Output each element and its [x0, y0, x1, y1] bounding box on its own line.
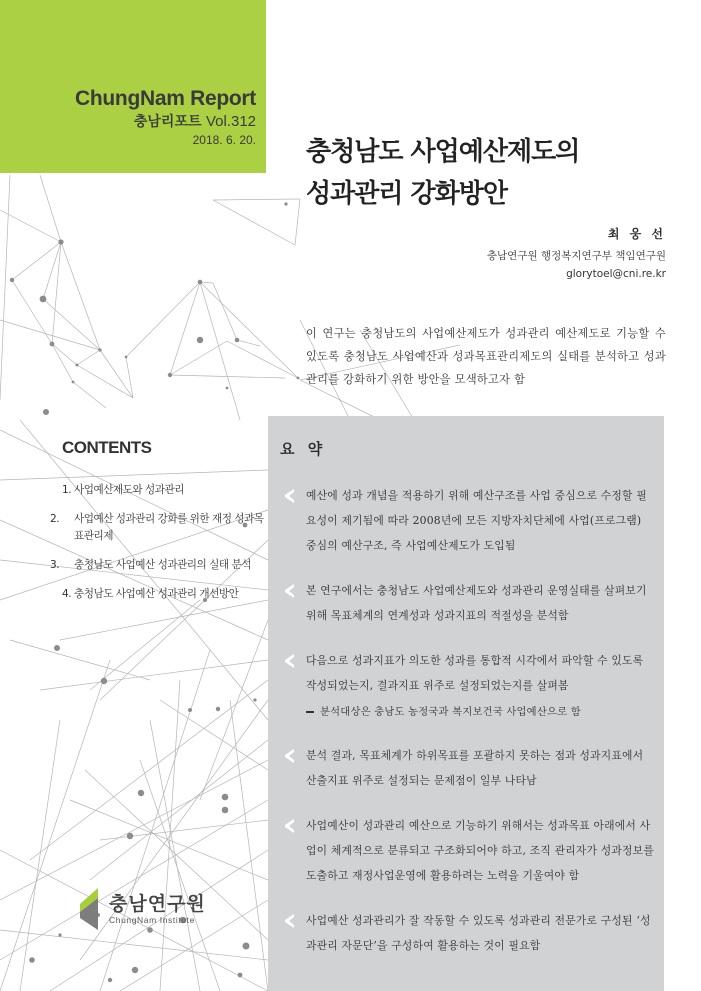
contents-item[interactable] — [62, 482, 267, 499]
contents-item-label: 사업예산 성과관리 강화를 위한 재정 성과목표관리제 — [74, 513, 264, 542]
contents-item-number: 1. — [62, 484, 72, 496]
chevron-left-bullet-icon — [285, 914, 295, 928]
summary-item-text: 사업예산 성과관리가 잘 작동할 수 있도록 성과관리 전문가로 구성된 ‘성과관리 자문단’을 구성하여 활용하는 것이 필요함 — [306, 914, 651, 952]
contents-panel — [50, 438, 267, 615]
chevron-left-bullet-icon — [285, 749, 295, 763]
author-email[interactable]: glorytoel@cni.re.kr — [566, 268, 666, 280]
summary-item-text: 본 연구에서는 충청남도 사업예산제도와 성과관리 운영실태를 살펴보기 위해 목표체계의 연계성과 성과지표의 적절성을 분석함 — [306, 584, 647, 622]
author-affiliation: 충남연구원 행정복지연구부 책임연구원 — [486, 250, 666, 262]
summary-item — [282, 908, 654, 958]
volume-number: Vol.312 — [205, 113, 256, 130]
summary-item-text: 분석 결과, 목표체계가 하위목표를 포괄하지 못하는 점과 성과지표에서 산출지표 위주로 설정되는 문제점이 일부 나타남 — [306, 749, 644, 787]
summary-item — [282, 578, 654, 628]
brand-title: ChungNam Report — [75, 87, 256, 110]
chevron-logo-icon — [78, 886, 104, 932]
intro-paragraph: 이 연구는 충청남도의 사업예산제도가 성과관리 예산제도로 기능할 수 있도록 충청남도 사업예산과 성과목표관리제도의 실태를 분석하고 성과관리를 강화하기 위한 방안을 모색하고자 함 — [306, 327, 666, 386]
author-name: 최 웅 선 — [607, 227, 666, 241]
summary-item — [282, 813, 654, 888]
summary-sub-item-text: 분석대상은 충남도 농정국과 복지보건국 사업예산으로 함 — [320, 706, 581, 718]
summary-item-text: 사업예산이 성과관리 예산으로 기능하기 위해서는 성과목표 아래에서 사업이 체계적으로 분류되고 구조화되어야 하고, 조직 관리자가 성과정보를 도출하고 재정사업운영에 활용하려는 노력을 기울여야 함 — [306, 819, 654, 882]
summary-item-text: 다음으로 성과지표가 의도한 성과를 통합적 시각에서 파악할 수 있도록 작성되었는지, 결과지표 위주로 설정되었는지를 살펴봄 — [306, 654, 644, 692]
summary-title: 요 약 — [280, 440, 327, 458]
summary-item — [282, 743, 654, 793]
contents-item-number: 3. — [50, 559, 60, 571]
chevron-left-bullet-icon — [285, 489, 295, 503]
contents-item-number: 2. — [50, 513, 60, 525]
contents-item-label: 충청남도 사업예산 성과관리의 실태 분석 — [74, 559, 251, 571]
report-title — [306, 131, 579, 215]
contents-item[interactable] — [62, 586, 267, 603]
summary-item-text: 예산에 성과 개념을 적용하기 위해 예산구조를 사업 중심으로 수정할 필요성이 제기됨에 따라 2008년에 모든 지방자치단체에 사업(프로그램) 중심의 예산구조, 즉 사업예산제도가 도입됨 — [306, 489, 647, 552]
summary-panel — [268, 416, 664, 991]
contents-item-number: 4. — [62, 588, 72, 600]
summary-item — [282, 648, 654, 723]
contents-item[interactable] — [50, 557, 267, 574]
title-line-1: 충청남도 사업예산제도의 — [306, 137, 580, 167]
contents-item[interactable] — [50, 511, 267, 545]
author-block — [487, 225, 666, 283]
chevron-left-bullet-icon — [285, 654, 295, 668]
logo-english-name: ChungNam Institute — [109, 915, 195, 925]
report-header-block — [0, 0, 266, 173]
contents-item-label: 사업예산제도와 성과관리 — [74, 484, 184, 496]
summary-list — [282, 483, 654, 978]
brand-korean: 충남리포트 — [133, 114, 202, 130]
publish-date: 2018. 6. 20. — [192, 133, 256, 147]
institute-logo — [78, 886, 206, 932]
contents-title: CONTENTS — [62, 438, 152, 457]
brand-subtitle — [75, 112, 256, 132]
summary-sub-item — [306, 701, 654, 723]
title-line-2: 성과관리 강화방안 — [306, 179, 507, 209]
dash-bullet-icon — [306, 711, 314, 713]
chevron-left-bullet-icon — [285, 584, 295, 598]
chevron-left-bullet-icon — [285, 819, 295, 833]
logo-korean-name: 충남연구원 — [109, 893, 206, 915]
brand-masthead — [75, 87, 256, 148]
contents-item-label: 충청남도 사업예산 성과관리 개선방안 — [74, 588, 239, 600]
summary-item — [282, 483, 654, 558]
